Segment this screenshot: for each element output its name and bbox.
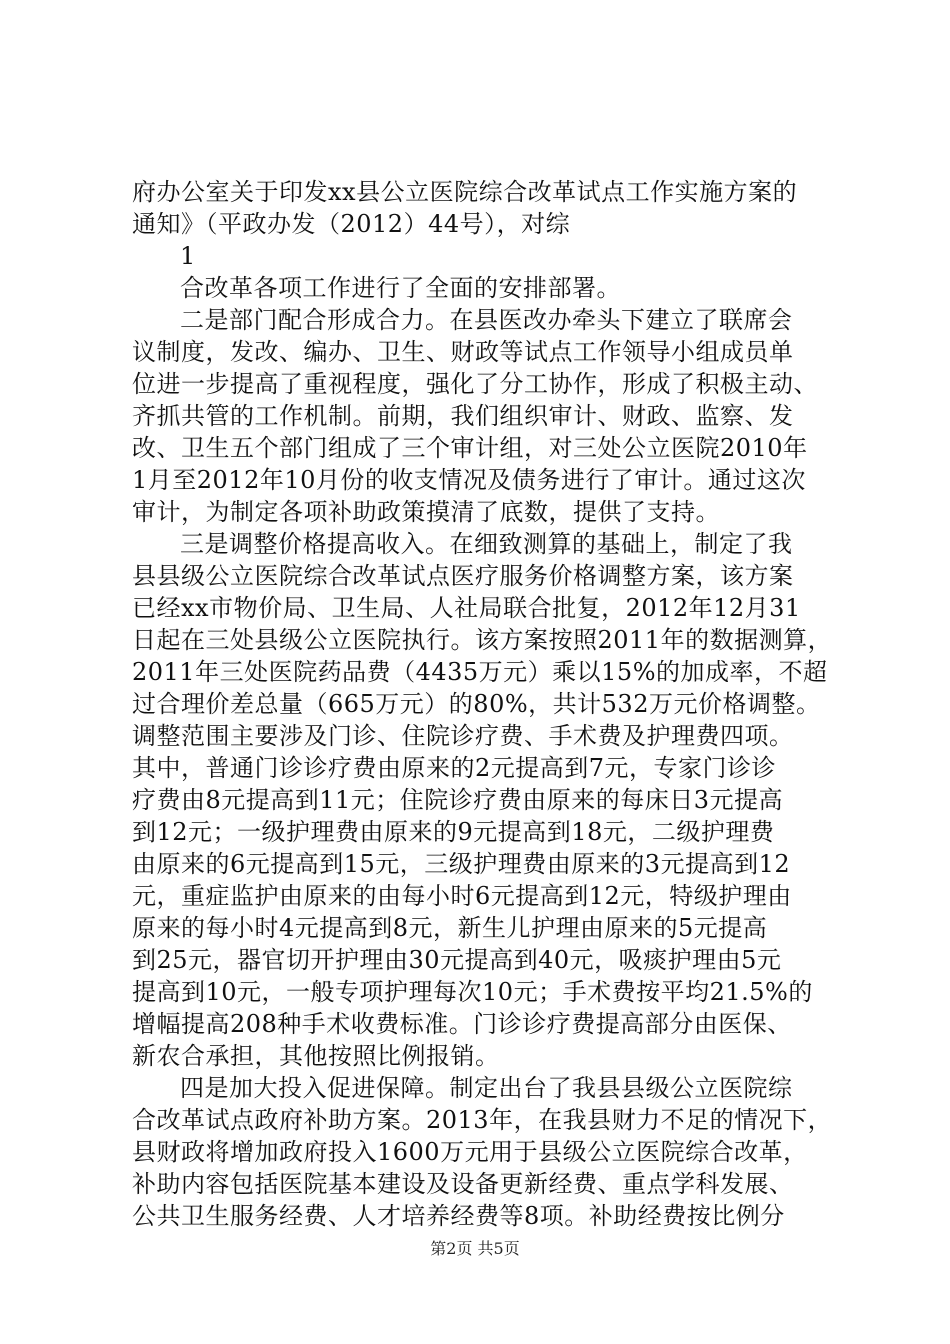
text-line: 县县级公立医院综合改革试点医疗服务价格调整方案，该方案: [132, 562, 794, 590]
inline-page-number: 1: [180, 242, 196, 270]
text-line: 审计，为制定各项补助政策摸清了底数，提供了支持。: [132, 498, 720, 526]
text-line: 县财政将增加政府投入1600万元用于县级公立医院综合改革，: [132, 1138, 808, 1166]
text-line: 公共卫生服务经费、人才培养经费等8项。补助经费按比例分: [132, 1202, 785, 1230]
text-line: 过合理价差总量（665万元）的80%，共计532万元价格调整。: [132, 690, 821, 718]
text-line: 到25元，器官切开护理由30元提高到40元，吸痰护理由5元: [132, 946, 782, 974]
text-line: 由原来的6元提高到15元，三级护理费由原来的3元提高到12: [132, 850, 791, 878]
text-line: 原来的每小时4元提高到8元，新生儿护理由原来的5元提高: [132, 914, 768, 942]
text-line: 合改革各项工作进行了全面的安排部署。: [180, 274, 621, 302]
text-line: 通知》（平政办发（2012）44号），对综: [132, 210, 571, 238]
paragraph-start-line: 三是调整价格提高收入。在细致测算的基础上，制定了我: [180, 530, 793, 558]
paragraph-start-line: 四是加大投入促进保障。制定出台了我县县级公立医院综: [180, 1074, 793, 1102]
text-line: 疗费由8元提高到11元；住院诊疗费由原来的每床日3元提高: [132, 786, 784, 814]
text-line: 1月至2012年10月份的收支情况及债务进行了审计。通过这次: [132, 466, 806, 494]
text-line: 改、卫生五个部门组成了三个审计组，对三处公立医院2010年: [132, 434, 808, 462]
text-line: 新农合承担，其他按照比例报销。: [132, 1042, 500, 1070]
text-line: 调整范围主要涉及门诊、住院诊疗费、手术费及护理费四项。: [132, 722, 794, 750]
page-footer: 第2页 共5页: [430, 1239, 520, 1258]
paragraph-start-line: 二是部门配合形成合力。在县医改办牵头下建立了联席会: [180, 306, 793, 334]
text-line: 其中，普通门诊诊疗费由原来的2元提高到7元，专家门诊诊: [132, 754, 777, 782]
text-line: 到12元；一级护理费由原来的9元提高到18元，二级护理费: [132, 818, 775, 846]
text-line: 府办公室关于印发xx县公立医院综合改革试点工作实施方案的: [132, 178, 798, 206]
text-line: 2011年三处医院药品费（4435万元）乘以15%的加成率，不超: [132, 658, 828, 686]
text-line: 提高到10元，一般专项护理每次10元；手术费按平均21.5%的: [132, 978, 813, 1006]
text-line: 议制度，发改、编办、卫生、财政等试点工作领导小组成员单: [132, 338, 794, 366]
text-line: 增幅提高208种手术收费标准。门诊诊疗费提高部分由医保、: [132, 1010, 792, 1038]
text-line: 元，重症监护由原来的由每小时6元提高到12元，特级护理由: [132, 882, 792, 910]
text-line: 齐抓共管的工作机制。前期，我们组织审计、财政、监察、发: [132, 402, 794, 430]
text-line: 补助内容包括医院基本建设及设备更新经费、重点学科发展、: [132, 1170, 794, 1198]
text-line: 已经xx市物价局、卫生局、人社局联合批复，2012年12月31: [132, 594, 801, 622]
text-line: 位进一步提高了重视程度，强化了分工协作，形成了积极主动、: [132, 370, 818, 398]
text-line: 合改革试点政府补助方案。2013年，在我县财力不足的情况下，: [132, 1106, 833, 1134]
text-line: 日起在三处县级公立医院执行。该方案按照2011年的数据测算，: [132, 626, 833, 654]
